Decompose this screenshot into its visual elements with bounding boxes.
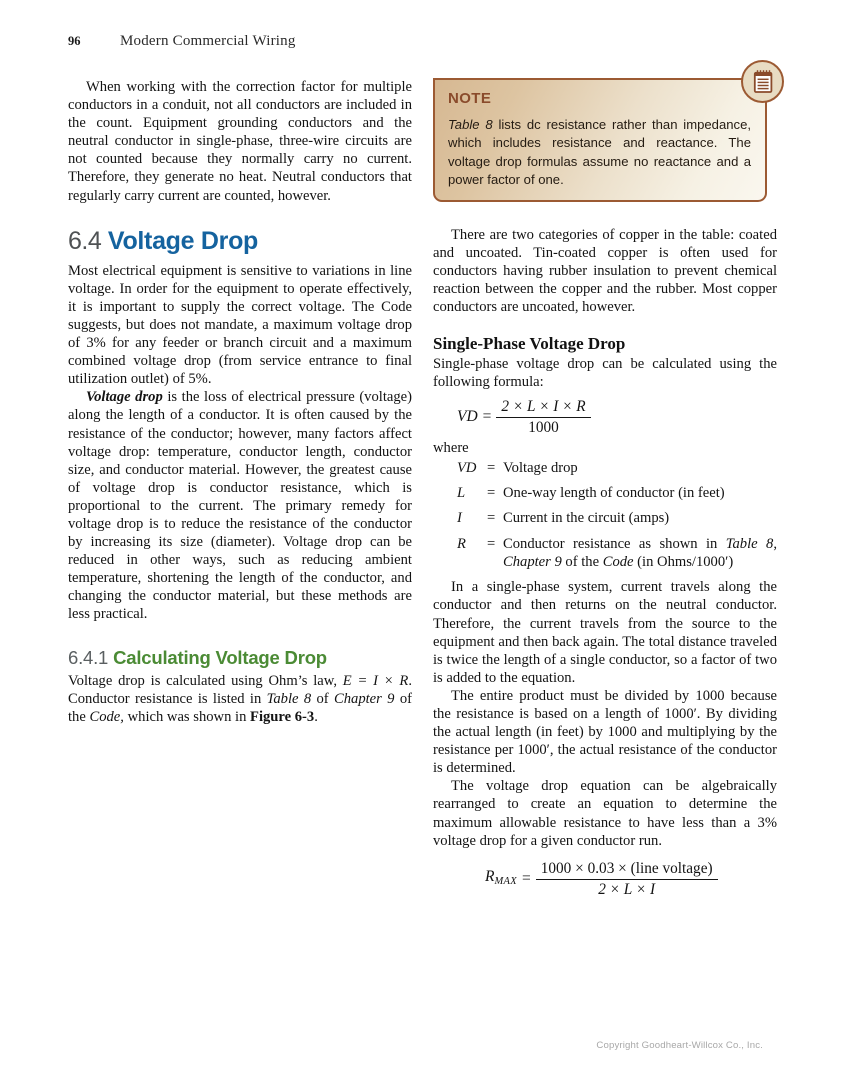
definition-text-a: Conductor resistance as shown in xyxy=(503,535,726,552)
note-text-italic-lead: Table 8 xyxy=(448,117,493,133)
formula-vd-numerator: 2 × L × I × R xyxy=(501,397,586,415)
formula-rmax-numerator: 1000 × 0.03 × (line voltage) xyxy=(536,860,718,880)
where-label: where xyxy=(433,439,469,456)
definition-reference-table-8: Table 8 xyxy=(725,535,774,552)
definition-item-r xyxy=(433,535,777,572)
paragraph-current-travel: In a single-phase system, current travels along the conductor and then returns on the neutral conductor. Therefore, the current travels from the source to the equipment and then back again. The total distance traveled is twice the length of a single conductor, so a factor of two is added to the equation. xyxy=(433,579,777,686)
definition-reference-code: Code xyxy=(602,554,634,571)
copyright-notice: Copyright Goodheart-Willcox Co., Inc. xyxy=(596,1040,763,1051)
reference-table-8: Table 8 xyxy=(266,690,312,707)
paragraph-divide-by-1000: The entire product must be divided by 1000 because the resistance is based on a length of 1000′. By dividing the actual length (in feet) by 1000 and multiplying by the resistance per 1000′, the actual resistance of the conductor is determined. xyxy=(433,687,777,777)
definition-list xyxy=(433,459,777,571)
definition-text-c: of the xyxy=(561,554,603,571)
section-heading-voltage-drop xyxy=(68,227,412,256)
definition-text: Voltage drop xyxy=(503,459,578,476)
definition-item-vd xyxy=(433,459,777,477)
note-text xyxy=(448,116,751,189)
note-box xyxy=(433,78,767,202)
paragraph-sensitive-equipment-text: Most electrical equipment is sensitive to variations in line voltage. In order for the equipment to operate effectively, it is important to supply the correct voltage. The Code suggests, but does not mandate, a maximum voltage drop of 3% for any feeder or branch circuit and a maximum combined voltage drop (from service entrance to final utilization outlet) of 5%. xyxy=(68,262,412,388)
paragraph-voltage-drop-rest: is the loss of electrical pressure (voltage) along the length of a conductor. It is often caused by the resistance of the conductor; however, many factors affect voltage drop: temperature, conductor length, conductor size, and conductor material. However, the greatest cause of voltage drop is conductor resistance, which is proportional to the current. The primary remedy for voltage drop is to reduce the resistance of the conductor by increasing its size (diameter). Voltage drop can be reduced in other ways, such as reducing ambient temperature, shortening the length of the conductor, and changing the conductor material, but these methods are less practical. xyxy=(68,389,412,623)
page-number: 96 xyxy=(68,34,81,48)
formula-rmax-subscript: MAX xyxy=(494,875,517,887)
paragraph-voltage-drop-definition xyxy=(68,388,412,623)
definition-symbol: I xyxy=(457,510,462,527)
definition-text: One-way length of conductor (in feet) xyxy=(503,485,725,502)
subsection-title: Calculating Voltage Drop xyxy=(113,646,327,668)
heading-single-phase-voltage-drop: Single-Phase Voltage Drop xyxy=(433,334,626,354)
formula-voltage-drop xyxy=(433,398,777,437)
definition-symbol: VD xyxy=(457,459,477,476)
reference-code: Code, xyxy=(89,708,124,725)
ohms-law-mid1: . Conductor resistance is listed in xyxy=(68,672,412,707)
book-title: Modern Commercial Wiring xyxy=(120,33,296,49)
formula-vd-lhs: VD xyxy=(457,408,478,426)
formula-ohms-law: E = I × R xyxy=(342,672,409,689)
definition-equals: = xyxy=(487,485,496,502)
reference-chapter-9: Chapter 9 xyxy=(334,690,395,707)
section-number: 6.4 xyxy=(68,226,102,255)
ohms-law-mid4: which was shown in xyxy=(123,708,251,725)
right-column xyxy=(433,78,777,901)
term-voltage-drop: Voltage drop xyxy=(86,389,163,406)
paragraph-single-phase-formula-intro: Single-phase voltage drop can be calculated using the following formula: xyxy=(433,356,777,391)
note-text-rest: lists dc resistance rather than impedance, which includes resistance and reactance. The voltage drop formulas assume no reactance and a power factor of one. xyxy=(448,117,751,187)
definition-item-l xyxy=(433,484,777,502)
reference-figure-6-3: Figure 6-3 xyxy=(250,708,315,725)
note-callout xyxy=(433,78,767,202)
formula-rmax-fraction xyxy=(536,860,718,899)
definition-text xyxy=(503,535,777,572)
formula-rmax xyxy=(433,860,777,899)
ohms-law-end: . xyxy=(314,708,318,725)
paragraph-ohms-law xyxy=(68,672,412,726)
subsection-heading-calculating-voltage-drop xyxy=(68,647,412,669)
paragraph-correction-factor: When working with the correction factor for multiple conductors in a conduit, not all conductors are included in the count. Equipment grounding conductors and the neutral conductor in single-phase, three-wire circuits are not counted because they normally carry no current. Therefore, they generate no heat. Neutral conductors that regularly carry current are counted, however. xyxy=(68,79,412,204)
note-title: NOTE xyxy=(448,90,492,107)
formula-rmax-lhs xyxy=(485,868,517,891)
formula-rmax-lhs-letter: R xyxy=(485,867,495,885)
formula-vd-fraction xyxy=(496,398,590,437)
ohms-law-mid3: of the xyxy=(68,690,412,725)
left-column xyxy=(68,78,412,726)
definition-equals: = xyxy=(487,510,496,527)
section-title: Voltage Drop xyxy=(107,226,259,255)
definition-symbol: R xyxy=(457,535,466,552)
paragraph-sensitive-equipment xyxy=(68,262,412,389)
definition-equals: = xyxy=(487,459,496,476)
formula-vd-denominator: 1000 xyxy=(528,418,559,436)
paragraph-copper-categories: There are two categories of copper in the table: coated and uncoated. Tin-coated copper is often used for conductors having rubber insulation to prevent chemical reaction between the copper and the rubber. Most copper conductors are uncoated, however. xyxy=(433,226,777,316)
running-head xyxy=(68,33,768,55)
definition-item-i xyxy=(433,509,777,527)
definition-text-d: (in Ohms/1000′) xyxy=(633,554,734,571)
definition-text-b: , xyxy=(773,535,777,552)
formula-vd-equals: = xyxy=(482,408,492,426)
subsection-number: 6.4.1 xyxy=(68,646,109,668)
definition-text: Current in the circuit (amps) xyxy=(503,510,670,527)
ohms-law-mid2: of xyxy=(311,690,334,707)
formula-rmax-equals: = xyxy=(521,870,531,888)
definition-reference-chapter-9: Chapter 9 xyxy=(503,554,562,571)
definition-symbol: L xyxy=(457,485,466,502)
ohms-law-lead: Voltage drop is calculated using Ohm’s law, xyxy=(68,672,343,689)
paragraph-rearranged-equation: The voltage drop equation can be algebraically rearranged to create an equation to determine the maximum allowable resistance to have less than a 3% voltage drop for a given conductor run. xyxy=(433,778,777,849)
formula-rmax-denominator: 2 × L × I xyxy=(598,880,656,898)
notepad-icon xyxy=(741,60,784,103)
definition-equals: = xyxy=(487,535,496,552)
